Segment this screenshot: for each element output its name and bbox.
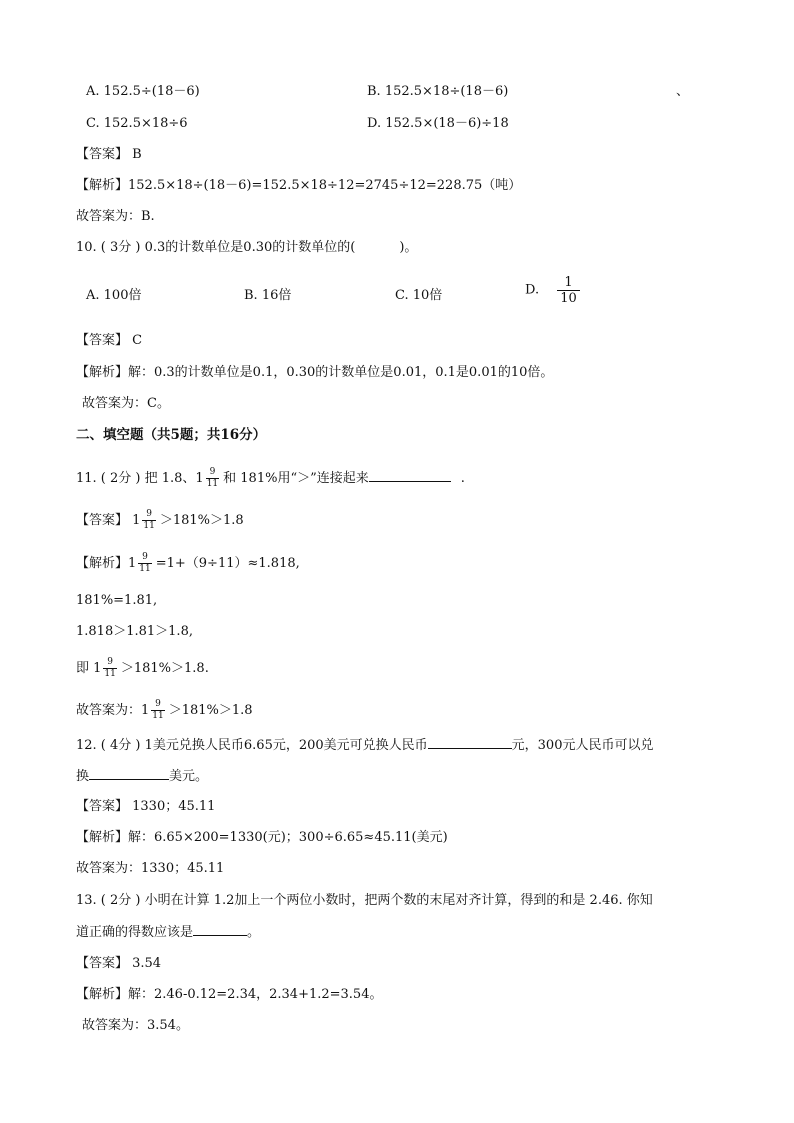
q13-stem-line-2 — [76, 923, 260, 942]
q11-line4-fraction — [103, 658, 116, 679]
q9-conclusion: 故答案为：B. — [76, 209, 155, 224]
q11-blank — [369, 469, 451, 482]
fraction-numerator: 9 — [142, 510, 155, 521]
fraction-denominator: 11 — [143, 521, 155, 531]
q11-conclusion — [76, 700, 253, 721]
fraction-denominator: 11 — [152, 711, 164, 721]
q11-fraction — [206, 468, 219, 489]
q13-stem: 13. ( 2分 ) 小明在计算 1.2加上一个两位小数时，把两个数的末尾对齐计算，得到的和是 2.46. 你知 — [76, 893, 653, 908]
q12-stem2-text-2: 美元。 — [169, 769, 209, 784]
q10-option-d-fraction — [557, 275, 580, 306]
q12-stem2-text: 换 — [76, 769, 90, 784]
fraction-numerator: 9 — [206, 468, 219, 479]
q12-stem-line-2 — [76, 767, 208, 786]
q10-option-b: B. 16倍 — [244, 288, 292, 303]
q10-conclusion: 故答案为：C。 — [82, 396, 170, 411]
q10-stem — [76, 239, 417, 257]
q13-stem2-text: 道正确的得数应该是 — [76, 925, 194, 940]
fraction-numerator: 9 — [103, 658, 116, 669]
fraction-numerator: 9 — [151, 700, 164, 711]
q11-analysis-line-2: 181%=1.81, — [76, 593, 158, 608]
q9-option-b: B. 152.5×18÷(18－6) — [367, 84, 509, 99]
q11-answer-text-2: ＞181%＞1.8 — [159, 513, 244, 528]
q10-stem-end: )。 — [399, 240, 418, 255]
q12-stem-text: 12. ( 4分 ) 1美元兑换人民币6.65元，200美元可兑换人民币 — [76, 738, 428, 753]
fraction-numerator: 1 — [557, 275, 580, 291]
q10-stem-text: 10. ( 3分 ) 0.3的计数单位是0.30的计数单位的( — [76, 240, 356, 255]
q11-stem-text: 11. ( 2分 ) 把 1.8、1 — [76, 471, 204, 486]
q11-stem-end: . — [460, 471, 465, 486]
q12-conclusion: 故答案为：1330；45.11 — [76, 861, 225, 876]
fraction-denominator: 11 — [139, 564, 151, 574]
q10-option-c: C. 10倍 — [395, 288, 443, 303]
q9-analysis: 【解析】152.5×18÷(18－6)=152.5×18÷12=2745÷12=228.75（吨） — [76, 178, 522, 193]
q11-analysis-text: 【解析】1 — [76, 556, 137, 571]
fraction-denominator: 11 — [206, 479, 219, 489]
q9-option-c: C. 152.5×18÷6 — [86, 116, 188, 131]
fraction-denominator: 11 — [104, 669, 116, 679]
q9-option-d: D. 152.5×(18－6)÷18 — [367, 116, 509, 131]
q11-analysis — [76, 553, 300, 574]
q10-answer: 【答案】 C — [76, 333, 143, 348]
q11-line4-text-2: ＞181%＞1.8. — [120, 661, 209, 676]
fraction-numerator: 9 — [138, 553, 151, 564]
q11-analysis-text-2: =1+（9÷11）≈1.818, — [155, 556, 300, 571]
q11-stem-text-2: 和 181%用“＞”连接起来 — [223, 471, 369, 486]
q13-stem2-text-2: 。 — [247, 925, 261, 940]
q11-conclusion-text: 故答案为：1 — [76, 703, 150, 718]
q11-stem — [76, 468, 465, 489]
q11-answer-fraction — [142, 510, 155, 531]
q12-stem — [76, 736, 653, 755]
q10-option-a: A. 100倍 — [86, 288, 142, 303]
q10-option-d — [525, 275, 584, 306]
q12-blank-2 — [89, 767, 169, 780]
q11-answer — [76, 510, 244, 531]
q12-answer: 【答案】 1330；45.11 — [76, 799, 216, 814]
q9-option-a: A. 152.5÷(18－6) — [86, 84, 200, 99]
q12-stem-text-2: 元，300元人民币可以兑 — [511, 738, 654, 753]
q11-line4-text: 即 1 — [76, 661, 102, 676]
q13-answer: 【答案】 3.54 — [76, 956, 162, 971]
q11-analysis-line-3: 1.818＞1.81＞1.8, — [76, 624, 193, 639]
q10-option-d-label: D. — [525, 282, 540, 298]
q13-analysis: 【解析】解：2.46-0.12=2.34，2.34+1.2=3.54。 — [76, 987, 383, 1002]
q10-analysis: 【解析】解：0.3的计数单位是0.1，0.30的计数单位是0.01，0.1是0.01的10倍。 — [76, 365, 554, 380]
q11-conclusion-text-2: ＞181%＞1.8 — [168, 703, 253, 718]
q13-conclusion: 故答案为：3.54。 — [82, 1018, 189, 1033]
q9-answer: 【答案】 B — [76, 147, 142, 162]
q13-blank — [193, 923, 247, 936]
fraction-denominator: 10 — [560, 291, 577, 306]
stray-mark: 、 — [676, 84, 690, 99]
q12-blank-1 — [428, 736, 512, 749]
q12-analysis: 【解析】解：6.65×200=1330(元)；300÷6.65≈45.11(美元) — [76, 830, 448, 845]
q11-analysis-fraction — [138, 553, 151, 574]
section-heading: 二、填空题（共5题；共16分） — [76, 427, 267, 443]
q11-analysis-line-4 — [76, 658, 209, 679]
q11-conclusion-fraction — [151, 700, 164, 721]
q11-answer-text: 【答案】 1 — [76, 513, 141, 528]
